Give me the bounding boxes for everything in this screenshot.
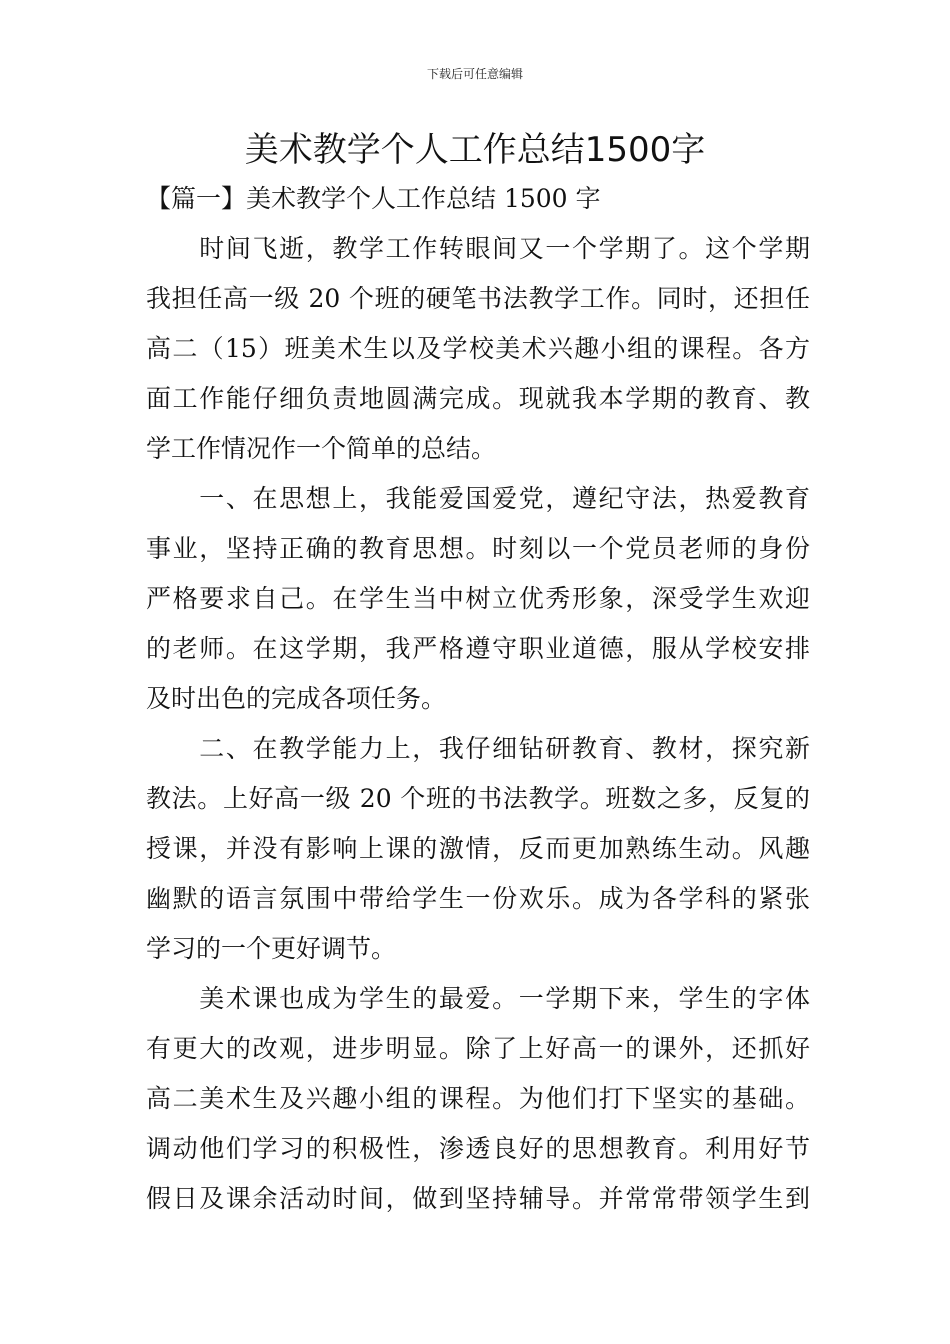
text-line: 教法。上好高一级 20 个班的书法教学。班数之多，反复的	[146, 784, 810, 813]
paragraph-ideology	[146, 474, 810, 724]
text-line: 幽默的语言氛围中带给学生一份欢乐。成为各学科的紧张	[146, 884, 810, 913]
section-heading: 【篇一】美术教学个人工作总结 1500 字	[146, 184, 601, 213]
header-note: 下载后可任意编辑	[426, 67, 523, 81]
text-line: 一、在思想上，我能爱国爱党，遵纪守法，热爱教育	[146, 484, 810, 513]
text-line: 面工作能仔细负责地圆满完成。现就我本学期的教育、教	[146, 384, 810, 413]
text-line: 学习的一个更好调节。	[146, 934, 397, 963]
text-line: 我担任高一级 20 个班的硬笔书法教学工作。同时，还担任	[146, 284, 810, 313]
text-line: 严格要求自己。在学生当中树立优秀形象，深受学生欢迎	[146, 584, 810, 613]
paragraph-art-class	[146, 974, 810, 1224]
text-line: 事业，坚持正确的教育思想。时刻以一个党员老师的身份	[146, 534, 810, 563]
document-title: 美术教学个人工作总结1500字	[244, 130, 706, 170]
text-line: 假日及课余活动时间，做到坚持辅导。并常常带领学生到	[146, 1184, 810, 1213]
text-line: 高二美术生及兴趣小组的课程。为他们打下坚实的基础。	[146, 1084, 810, 1113]
text-line: 的老师。在这学期，我严格遵守职业道德，服从学校安排	[146, 634, 810, 663]
text-line: 及时出色的完成各项任务。	[146, 684, 447, 713]
text-line: 高二（15）班美术生以及学校美术兴趣小组的课程。各方	[146, 334, 810, 363]
document-body	[146, 224, 810, 1224]
text-line: 调动他们学习的积极性，渗透良好的思想教育。利用好节	[146, 1134, 810, 1163]
text-line: 二、在教学能力上，我仔细钻研教育、教材，探究新	[146, 734, 810, 763]
text-line: 有更大的改观，进步明显。除了上好高一的课外，还抓好	[146, 1034, 810, 1063]
text-line: 授课，并没有影响上课的激情，反而更加熟练生动。风趣	[146, 834, 810, 863]
paragraph-teaching-ability	[146, 724, 810, 974]
text-line: 美术课也成为学生的最爱。一学期下来，学生的字体	[146, 984, 810, 1013]
paragraph-intro	[146, 224, 810, 474]
text-line: 学工作情况作一个简单的总结。	[146, 434, 497, 463]
text-line: 时间飞逝，教学工作转眼间又一个学期了。这个学期	[146, 234, 810, 263]
